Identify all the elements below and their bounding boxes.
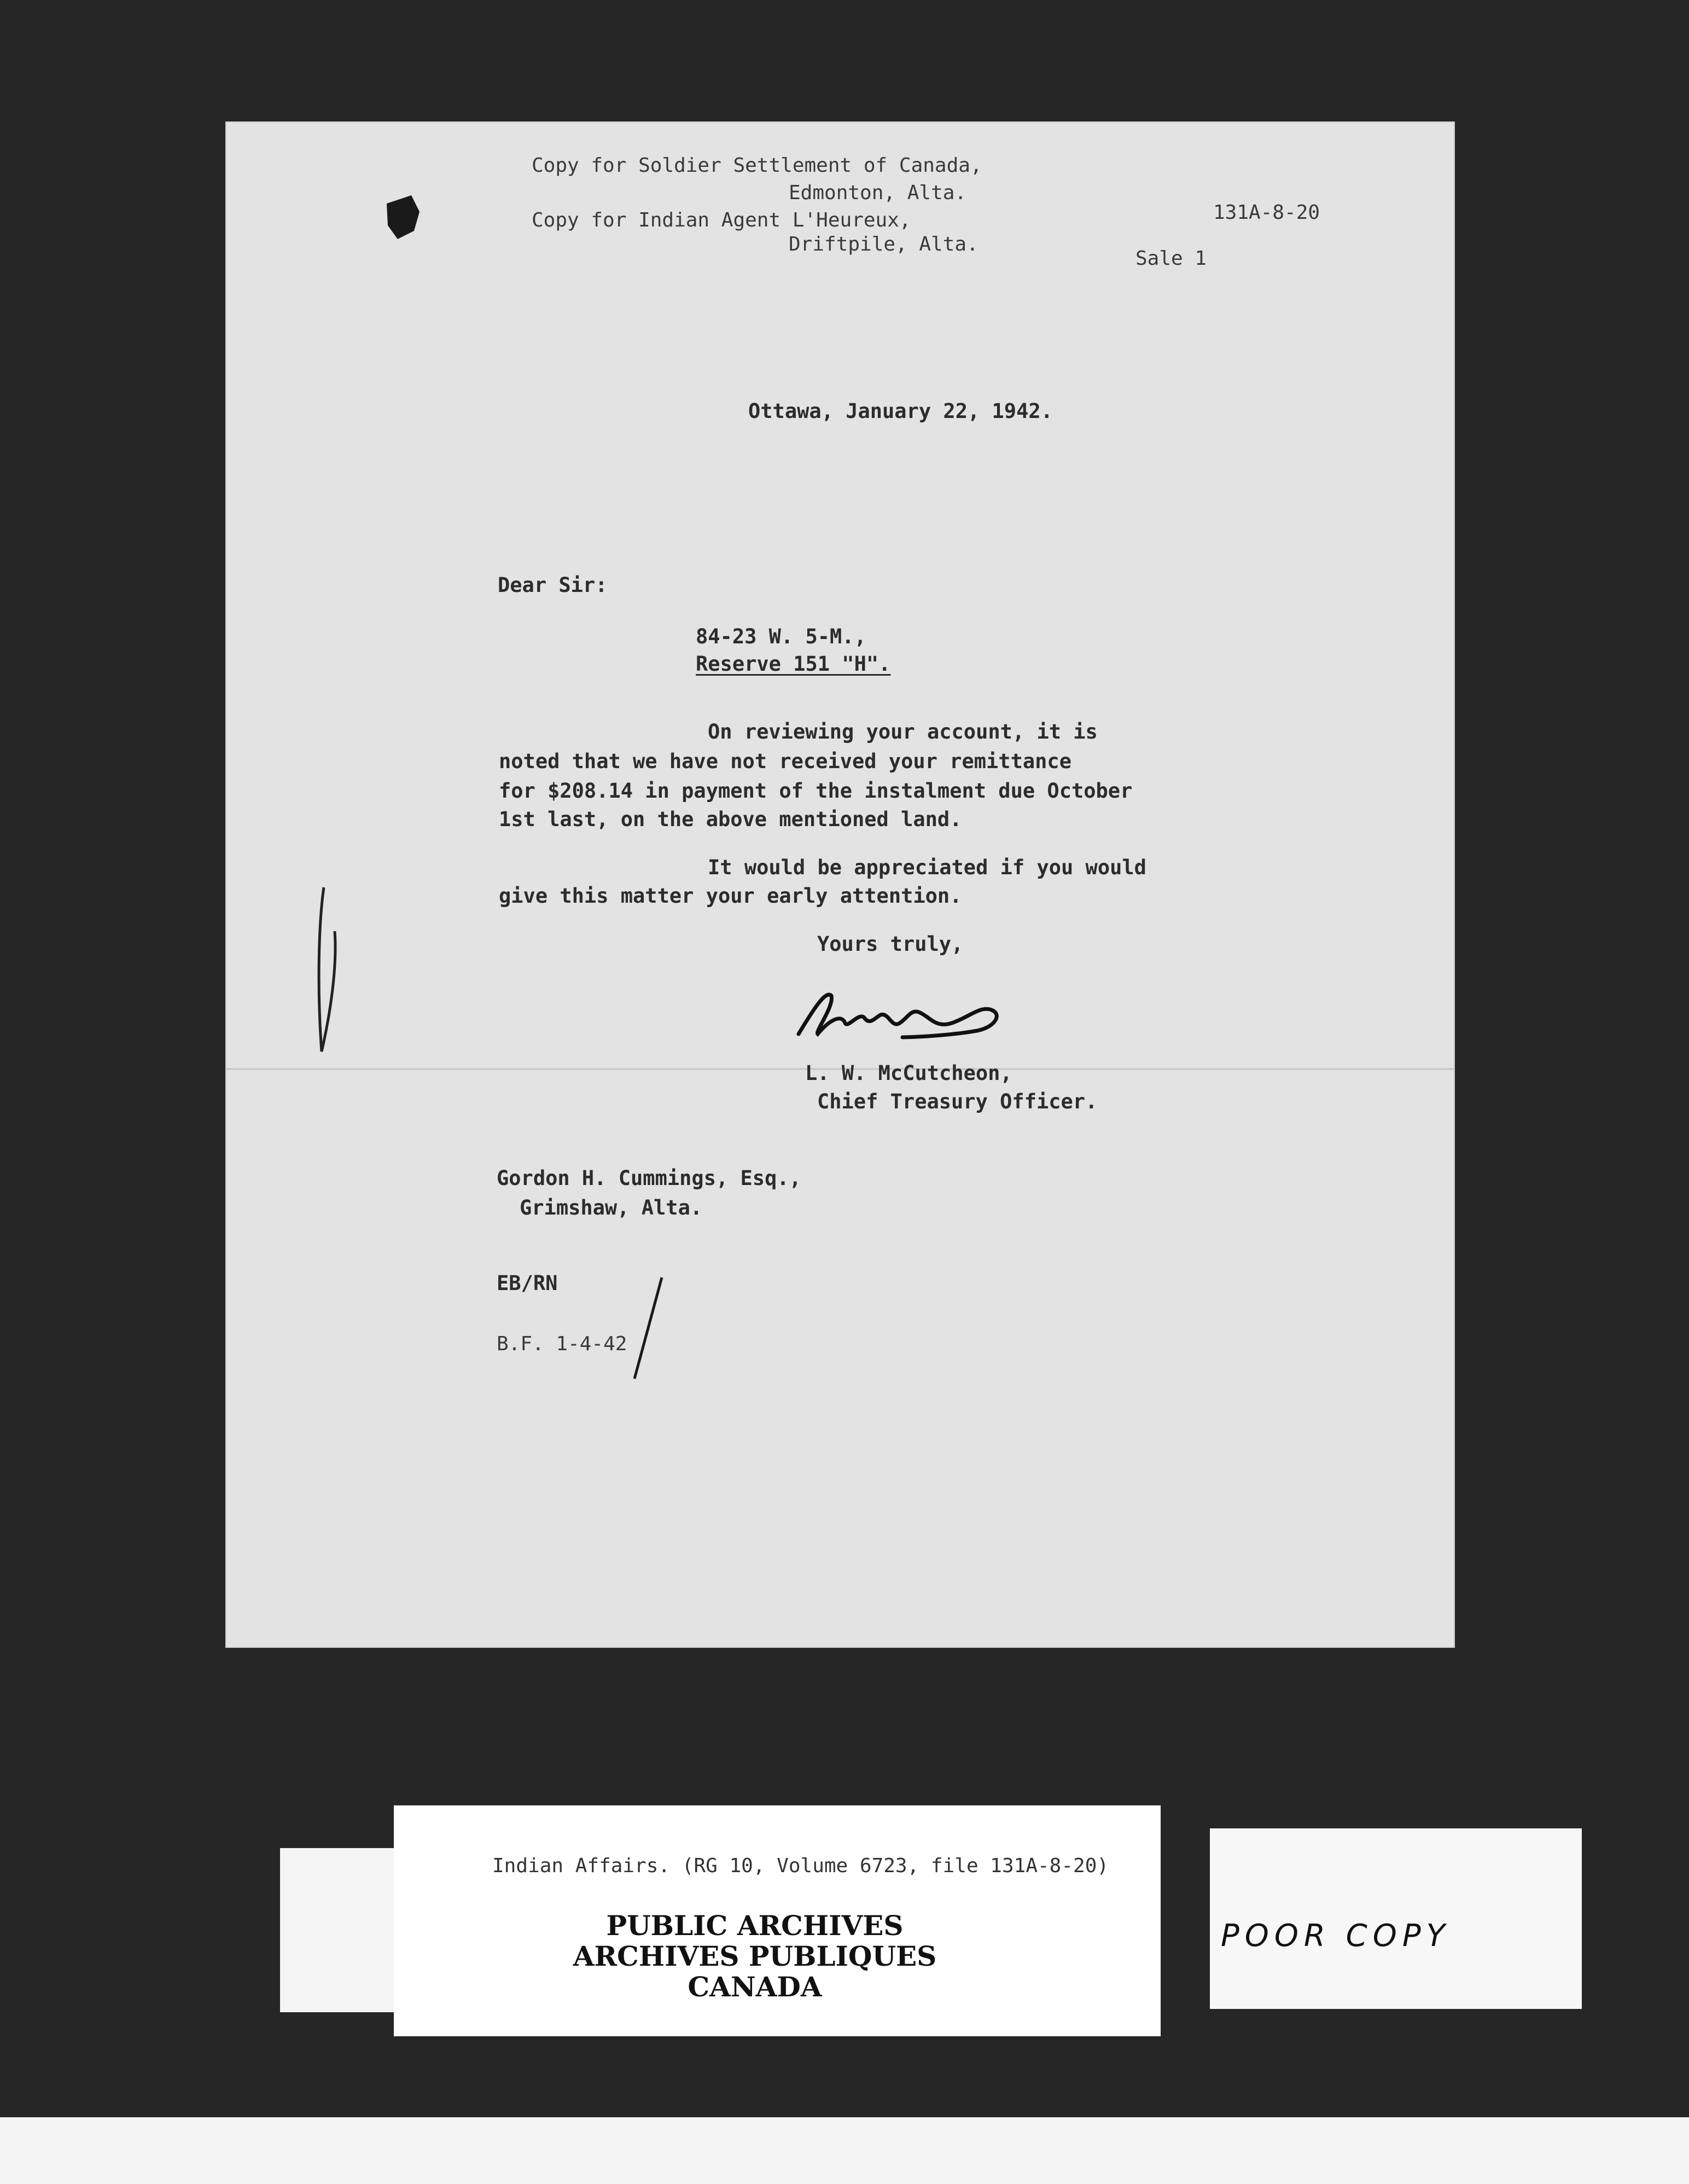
- bring-forward-note: B.F. 1-4-42: [497, 1333, 627, 1355]
- paragraph-1-line-1: On reviewing your account, it is: [708, 720, 1098, 744]
- file-number: 131A-8-20: [1213, 201, 1320, 224]
- paragraph-1-line-4: 1st last, on the above mentioned land.: [499, 808, 962, 831]
- paragraph-1-line-2: noted that we have not received your remittance: [499, 750, 1071, 773]
- archives-line-2: ARCHIVES PUBLIQUES: [573, 1940, 937, 1972]
- addressee-place: Grimshaw, Alta.: [520, 1196, 703, 1219]
- cc-line-3: Copy for Indian Agent L'Heureux,: [532, 209, 911, 231]
- paragraph-2-line-2: give this matter your early attention.: [499, 884, 962, 908]
- poor-copy-note: POOR COPY: [1221, 1918, 1451, 1954]
- signatory-title: Chief Treasury Officer.: [817, 1090, 1098, 1113]
- ink-blot: [381, 193, 425, 242]
- cc-line-1: Copy for Soldier Settlement of Canada,: [532, 154, 982, 177]
- salutation: Dear Sir:: [498, 573, 608, 597]
- sale-note: Sale 1: [1135, 247, 1207, 270]
- paragraph-1-line-3: for $208.14 in payment of the instalment due October: [499, 779, 1133, 803]
- archive-reference: Indian Affairs. (RG 10, Volume 6723, file 131A-8-20): [492, 1855, 1109, 1877]
- handwritten-signature: [793, 985, 1023, 1045]
- letter-date: Ottawa, January 22, 1942.: [748, 399, 1053, 423]
- archives-line-1: PUBLIC ARCHIVES: [606, 1909, 904, 1942]
- cc-line-4: Driftpile, Alta.: [789, 233, 979, 255]
- closing: Yours truly,: [817, 932, 964, 956]
- typist-initials: EB/RN: [497, 1271, 558, 1295]
- addressee-name: Gordon H. Cummings, Esq.,: [497, 1166, 801, 1190]
- paragraph-2-line-1: It would be appreciated if you would: [708, 856, 1146, 879]
- subject-line-2: Reserve 151 "H".: [696, 652, 891, 676]
- signatory-name: L. W. McCutcheon,: [805, 1061, 1012, 1085]
- scan-bottom-edge: [0, 2117, 1689, 2184]
- check-mark: [624, 1275, 667, 1384]
- margin-pencil-mark: [313, 882, 346, 1062]
- cc-line-2: Edmonton, Alta.: [789, 182, 967, 204]
- subject-line-1: 84-23 W. 5-M.,: [696, 625, 866, 648]
- archives-line-3: CANADA: [688, 1971, 822, 2003]
